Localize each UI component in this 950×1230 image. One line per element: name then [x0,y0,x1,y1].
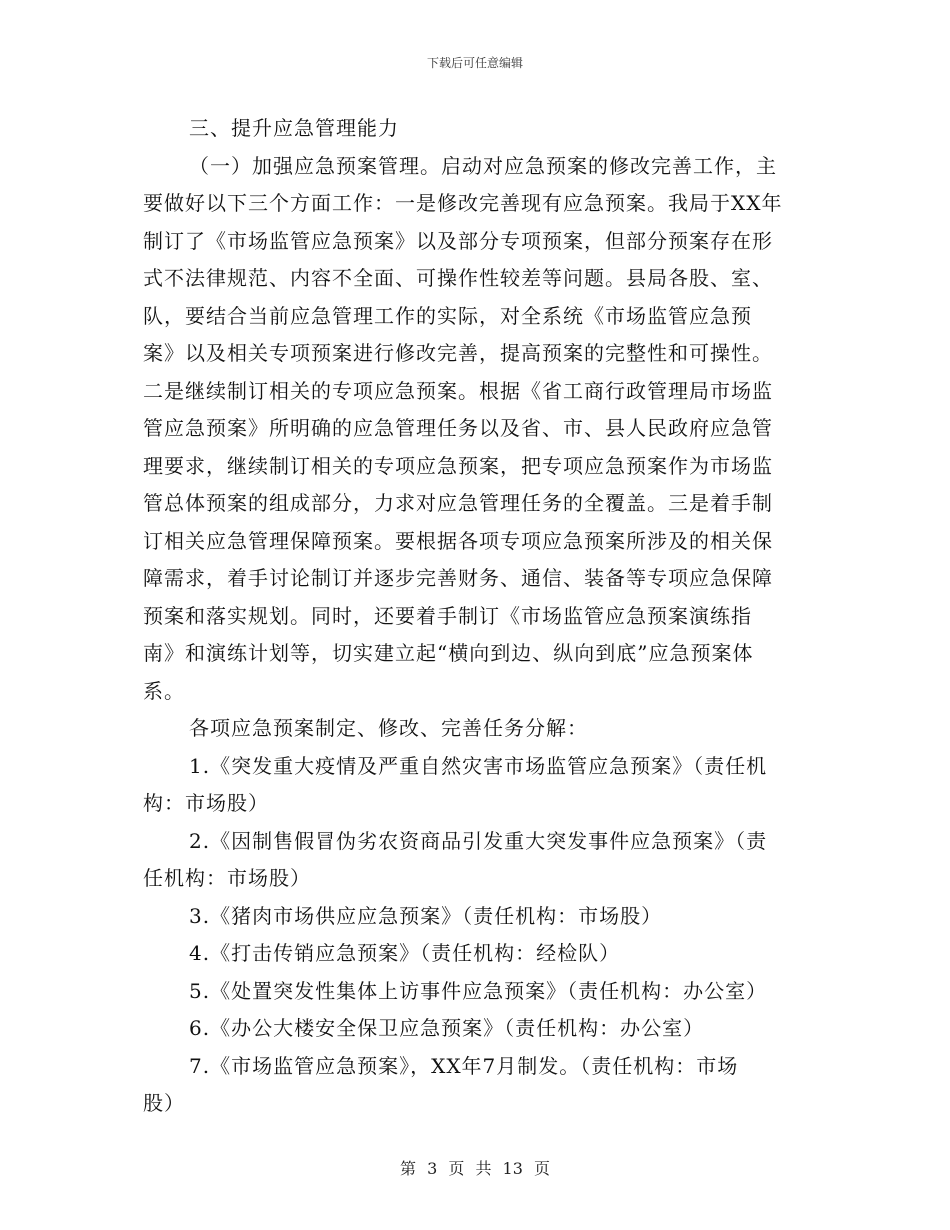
paragraph-line: 案》以及相关专项预案进行修改完善，提高预案的完整性和可操性。 [143,341,773,365]
list-item [143,748,803,823]
list-item-line: 任机构：市场股） [143,866,311,890]
list-item-line: 7.《市场监管应急预案》，XX年7月制发。（责任机构：市场 [189,1053,739,1078]
paragraph-line: 队，要结合当前应急管理工作的实际，对全系统《市场监管应急预 [143,303,752,328]
paragraph-line: 预案和落实规划。同时，还要着手制订《市场监管应急预案演练指 [143,603,752,628]
document-body [143,110,803,1123]
section-heading: 三、提升应急管理能力 [189,116,399,140]
list-item-line: 4.《打击传销应急预案》（责任机构：经检队） [189,941,621,965]
paragraph-line: 管应急预案》所明确的应急管理任务以及省、市、县人民政府应急管 [143,416,773,440]
paragraph-line: 南》和演练计划等，切实建立起“横向到边、纵向到底”应急预案体 [143,641,754,665]
task-list [143,748,803,1123]
paragraph-line: 订相关应急管理保障预案。要根据各项专项应急预案所涉及的相关保 [143,528,773,553]
paragraph-line: 障需求，着手讨论制订并逐步完善财务、通信、装备等专项应急保障 [143,566,773,590]
page-number: 第 3 页 共 13 页 [400,1159,550,1178]
paragraph-line: 要做好以下三个方面工作：一是修改完善现有应急预案。我局于XX年 [143,191,783,215]
list-item [143,935,803,973]
list-item [143,823,803,898]
paragraph-line: 管总体预案的组成部分，力求对应急管理任务的全覆盖。三是着手制 [143,491,773,515]
list-item-line: 2.《因制售假冒伪劣农资商品引发重大突发事件应急预案》（责 [189,828,768,853]
list-item-line: 1.《突发重大疫情及严重自然灾害市场监管应急预案》（责任机 [189,753,768,778]
paragraph-line: 式不法律规范、内容不全面、可操作性较差等问题。县局各股、室、 [143,266,773,290]
list-item-line: 股） [143,1091,185,1115]
paragraph-line: 系。 [143,678,185,703]
list-item-line: 6.《办公大楼安全保卫应急预案》（责任机构：办公室） [189,1016,705,1040]
list-item [143,1048,803,1123]
paragraph [143,148,803,711]
paragraph-line: 制订了《市场监管应急预案》以及部分专项预案，但部分预案存在形 [143,228,773,253]
list-item [143,1010,803,1048]
page-header: 下载后可任意编辑 [426,56,523,70]
list-item-line: 5.《处置突发性集体上访事件应急预案》（责任机构：办公室） [189,978,768,1003]
list-item [143,898,803,936]
list-item [143,973,803,1011]
paragraph-line: 二是继续制订相关的专项应急预案。根据《省工商行政管理局市场监 [143,378,773,403]
paragraph-line: （一）加强应急预案管理。启动对应急预案的修改完善工作，主 [189,153,777,178]
list-item-line: 构：市场股） [143,791,269,815]
list-item-line: 3.《猪肉市场供应应急预案》（责任机构：市场股） [189,903,663,928]
paragraph-line: 理要求，继续制订相关的专项应急预案，把专项应急预案作为市场监 [143,453,773,478]
list-intro: 各项应急预案制定、修改、完善任务分解： [189,716,588,740]
